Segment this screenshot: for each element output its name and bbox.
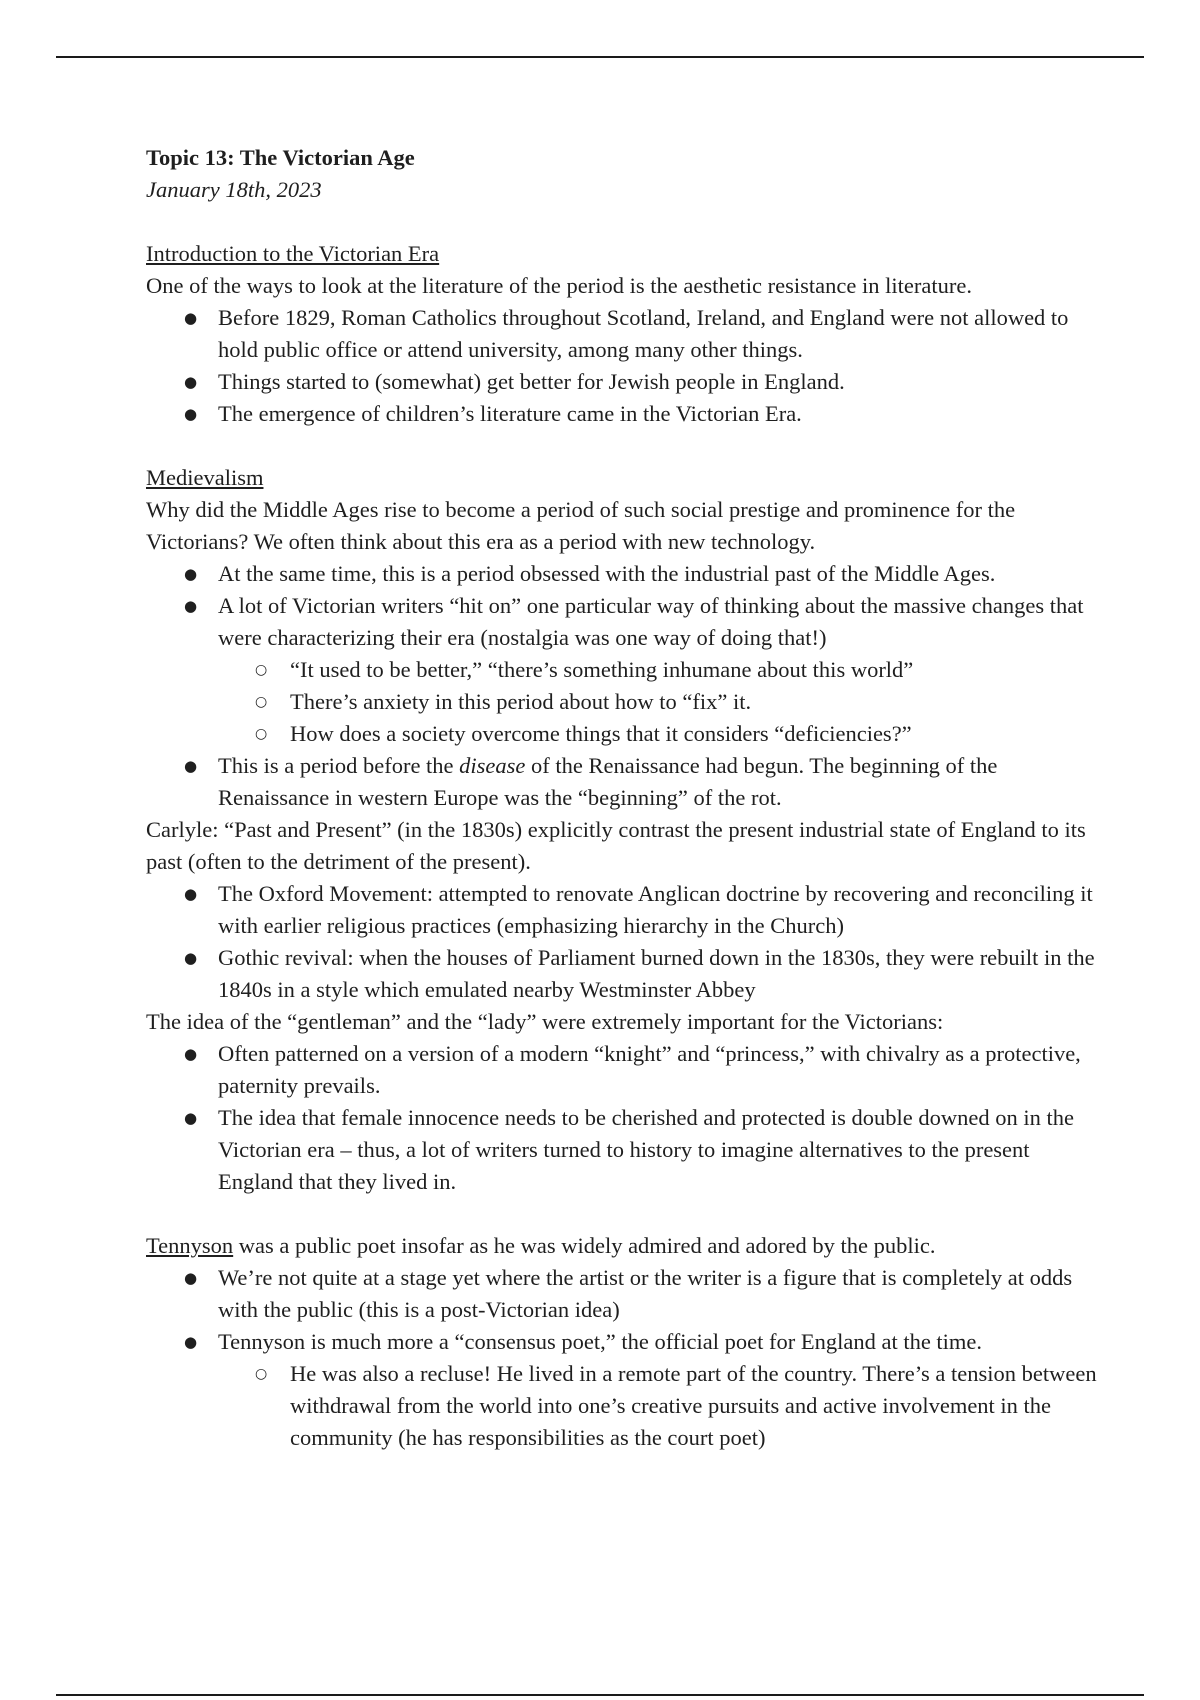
top-rule [56, 56, 1144, 58]
intro-bullet-list [146, 302, 1106, 430]
page-title: Topic 13: The Victorian Age [146, 145, 415, 170]
medievalism-heading: Medievalism [146, 465, 264, 490]
list-item: ● We’re not quite at a stage yet where the artist or the writer is a figure that is completely at odds with the public (this is a post-Victorian idea) [146, 1262, 1106, 1326]
tennyson-lead: Tennyson was a public poet insofar as he was widely admired and adored by the public. [146, 1233, 936, 1258]
medievalism-lead: Why did the Middle Ages rise to become a period of such social prestige and prominence for the Victorians? We often think about this era as a period with new technology. [146, 497, 1016, 554]
list-item: ● This is a period before the disease of the Renaissance had begun. The beginning of the Renaissance in western Europe was the “beginning” of the rot. [146, 750, 1106, 814]
sub-list-item: ○ “It used to be better,” “there’s something inhumane about this world” [218, 654, 1106, 686]
tennyson-bullet-list [146, 1262, 1106, 1454]
emphasis-disease: disease [459, 753, 526, 778]
gentleman-paragraph: The idea of the “gentleman” and the “lady” were extremely important for the Victorians: [146, 1009, 944, 1034]
tennyson-sub-list [218, 1358, 1106, 1454]
bottom-rule [56, 1694, 1144, 1696]
sub-list-item: ○ There’s anxiety in this period about how to “fix” it. [218, 686, 1106, 718]
medievalism-bullet-list [146, 558, 1106, 814]
intro-lead: One of the ways to look at the literature of the period is the aesthetic resistance in literature. [146, 273, 972, 298]
list-item: ● The emergence of children’s literature came in the Victorian Era. [146, 398, 1106, 430]
intro-heading: Introduction to the Victorian Era [146, 241, 440, 266]
list-item: ● Often patterned on a version of a modern “knight” and “princess,” with chivalry as a protective, paternity prevails. [146, 1038, 1106, 1102]
nostalgia-sub-list [218, 654, 1106, 750]
list-item: ● Tennyson is much more a “consensus poet,” the official poet for England at the time. ○ He was also a recluse! He lived in a remote part of the country. There’s a tension between withdrawal from the world into one’s creative pursuits and active involvement in the community (he has responsibilities as the court poet) [146, 1326, 1106, 1454]
list-item: ● Before 1829, Roman Catholics throughout Scotland, Ireland, and England were not allowed to hold public office or attend university, among many other things. [146, 302, 1106, 366]
list-item: ● Gothic revival: when the houses of Parliament burned down in the 1830s, they were rebuilt in the 1840s in a style which emulated nearby Westminster Abbey [146, 942, 1106, 1006]
carlyle-paragraph: Carlyle: “Past and Present” (in the 1830s) explicitly contrast the present industrial state of England to its past (often to the detriment of the present). [146, 817, 1086, 874]
carlyle-bullet-list [146, 878, 1106, 1006]
sub-list-item: ○ He was also a recluse! He lived in a remote part of the country. There’s a tension between withdrawal from the world into one’s creative pursuits and active involvement in the community (he has responsibilities as the court poet) [218, 1358, 1106, 1454]
list-item: ● Things started to (somewhat) get better for Jewish people in England. [146, 366, 1106, 398]
list-item: ● A lot of Victorian writers “hit on” one particular way of thinking about the massive changes that were characterizing their era (nostalgia was one way of doing that!) ○ “It used to be better,” “there’s something inhumane about this world” ○ There’s anxiety in this period about how to “fix” it. ○ How does a society overcome things that it considers “deficiencies?” [146, 590, 1106, 750]
tennyson-name: Tennyson [146, 1233, 234, 1258]
list-item: ● The idea that female innocence needs to be cherished and protected is double downed on in the Victorian era – thus, a lot of writers turned to history to imagine alternatives to the present England that they lived in. [146, 1102, 1106, 1198]
page-date: January 18th, 2023 [146, 177, 322, 202]
gentleman-bullet-list [146, 1038, 1106, 1198]
document-body [146, 142, 1106, 1454]
list-item: ● At the same time, this is a period obsessed with the industrial past of the Middle Ages. [146, 558, 1106, 590]
list-item: ● The Oxford Movement: attempted to renovate Anglican doctrine by recovering and reconciling it with earlier religious practices (emphasizing hierarchy in the Church) [146, 878, 1106, 942]
sub-list-item: ○ How does a society overcome things that it considers “deficiencies?” [218, 718, 1106, 750]
